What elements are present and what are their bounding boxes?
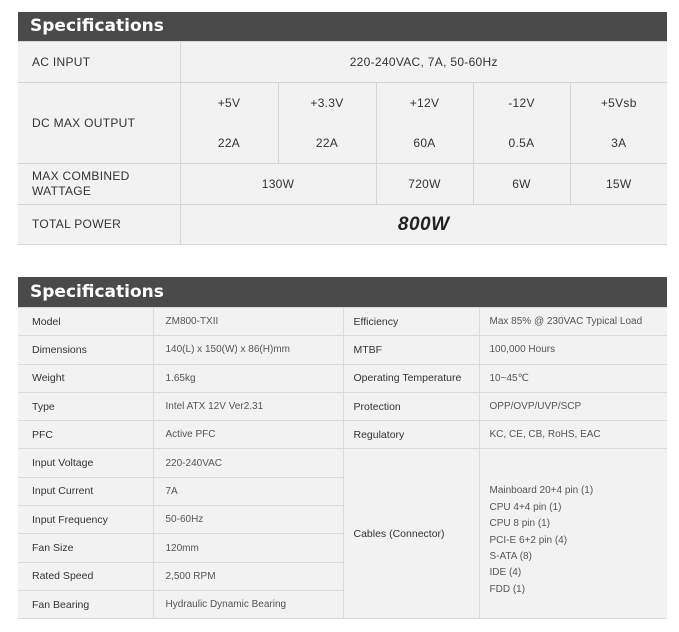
spec-key: Operating Temperature xyxy=(343,364,479,392)
combined-wattage: 6W xyxy=(473,164,570,205)
spec-value: Hydraulic Dynamic Bearing xyxy=(153,590,343,618)
cables-value xyxy=(479,449,667,619)
rail-current: 60A xyxy=(376,124,473,164)
rail-current: 3A xyxy=(570,124,667,164)
spec-key: PFC xyxy=(18,421,153,449)
max-combined-row xyxy=(18,164,667,205)
table-row xyxy=(18,364,667,392)
combined-wattage: 15W xyxy=(570,164,667,205)
rail-voltage: -12V xyxy=(473,83,570,124)
spec-value: Active PFC xyxy=(153,421,343,449)
spec-value: 2,500 RPM xyxy=(153,562,343,590)
dc-voltage-row xyxy=(18,83,667,124)
list-item: IDE (4) xyxy=(489,567,522,579)
max-combined-label xyxy=(18,164,180,205)
list-item: PCI-E 6+2 pin (4) xyxy=(489,534,568,546)
total-power-value: 800W xyxy=(180,205,667,245)
combined-wattage: 130W xyxy=(180,164,376,205)
specifications-panel-summary xyxy=(18,12,667,244)
spec-key: Weight xyxy=(18,364,153,392)
cables-key: Cables (Connector) xyxy=(343,449,479,619)
rail-current: 22A xyxy=(278,124,376,164)
rail-voltage: +5Vsb xyxy=(570,83,667,124)
table-row xyxy=(18,308,667,336)
max-combined-label-line1: MAX COMBINED xyxy=(32,169,130,183)
spec-value: 10~45℃ xyxy=(479,364,667,392)
total-power-row xyxy=(18,205,667,245)
spec-value: 120mm xyxy=(153,534,343,562)
spec-key: Type xyxy=(18,392,153,420)
detailed-spec-table xyxy=(18,307,667,619)
spec-key: Input Frequency xyxy=(18,506,153,534)
ac-input-label: AC INPUT xyxy=(18,42,180,83)
list-item: S-ATA (8) xyxy=(489,551,532,563)
rail-voltage: +5V xyxy=(180,83,278,124)
spec-key: Efficiency xyxy=(343,308,479,336)
spec-key: Input Voltage xyxy=(18,449,153,477)
spec-value: 7A xyxy=(153,477,343,505)
spec-key: Regulatory xyxy=(343,421,479,449)
spec-value: 50-60Hz xyxy=(153,506,343,534)
spec-value: 220-240VAC xyxy=(153,449,343,477)
rail-voltage: +12V xyxy=(376,83,473,124)
panel-title: Specifications xyxy=(18,277,667,307)
table-row xyxy=(18,449,667,477)
spec-key: Fan Bearing xyxy=(18,590,153,618)
spec-key: Model xyxy=(18,308,153,336)
spec-value: KC, CE, CB, RoHS, EAC xyxy=(479,421,667,449)
power-output-table xyxy=(18,41,667,245)
cables-list xyxy=(490,469,668,598)
list-item: FDD (1) xyxy=(489,583,526,595)
spec-key: Protection xyxy=(343,392,479,420)
spec-value: ZM800-TXII xyxy=(153,308,343,336)
combined-wattage: 720W xyxy=(376,164,473,205)
spec-value: OPP/OVP/UVP/SCP xyxy=(479,392,667,420)
list-item: Mainboard 20+4 pin (1) xyxy=(489,485,594,497)
ac-input-value: 220-240VAC, 7A, 50-60Hz xyxy=(180,42,667,83)
spec-value: 1.65kg xyxy=(153,364,343,392)
dc-max-output-label: DC MAX OUTPUT xyxy=(18,83,180,164)
table-row xyxy=(18,421,667,449)
list-item: CPU 4+4 pin (1) xyxy=(489,501,562,513)
spec-value: 100,000 Hours xyxy=(479,336,667,364)
spec-key: Dimensions xyxy=(18,336,153,364)
total-power-label: TOTAL POWER xyxy=(18,205,180,245)
max-combined-label-line2: WATTAGE xyxy=(32,184,92,198)
panel-title: Specifications xyxy=(18,12,667,41)
spec-key: Rated Speed xyxy=(18,562,153,590)
table-row xyxy=(18,336,667,364)
ac-input-row xyxy=(18,42,667,83)
spec-key: Fan Size xyxy=(18,534,153,562)
spec-key: Input Current xyxy=(18,477,153,505)
spec-key: MTBF xyxy=(343,336,479,364)
rail-voltage: +3.3V xyxy=(278,83,376,124)
list-item: CPU 8 pin (1) xyxy=(489,518,551,530)
table-row xyxy=(18,392,667,420)
rail-current: 0.5A xyxy=(473,124,570,164)
specifications-panel-details xyxy=(18,277,667,618)
spec-value: Intel ATX 12V Ver2.31 xyxy=(153,392,343,420)
spec-value: 140(L) x 150(W) x 86(H)mm xyxy=(153,336,343,364)
spec-value: Max 85% @ 230VAC Typical Load xyxy=(479,308,667,336)
rail-current: 22A xyxy=(180,124,278,164)
